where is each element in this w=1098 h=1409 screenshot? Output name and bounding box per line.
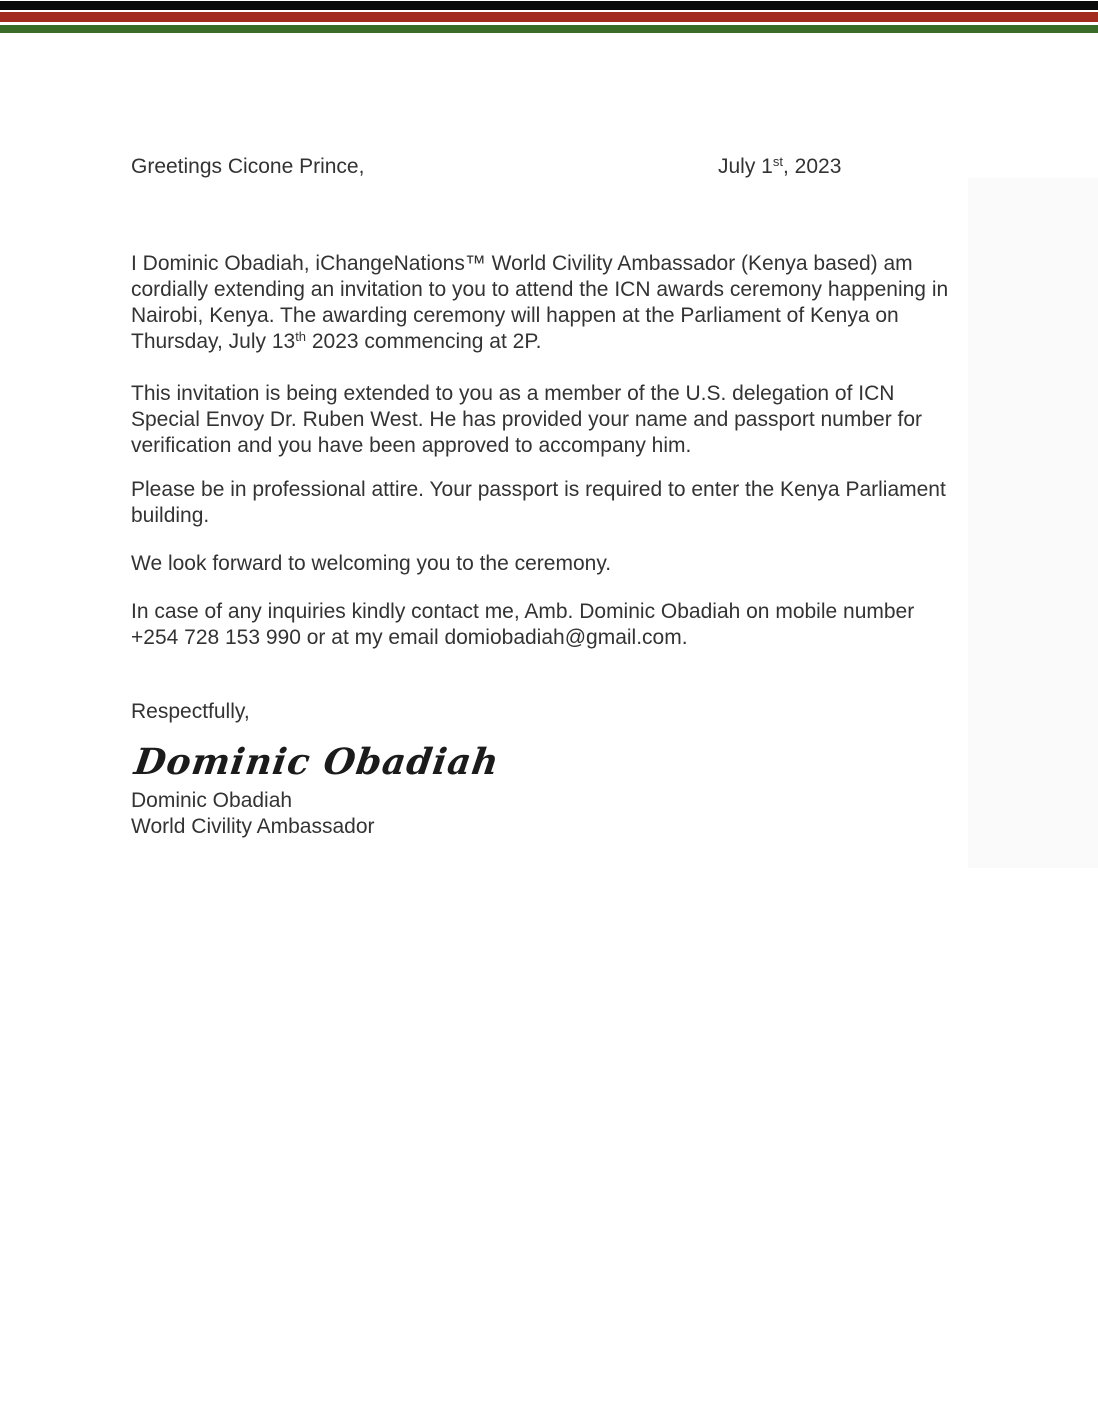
greeting-text: Greetings Cicone Prince, bbox=[131, 155, 365, 178]
signer-block bbox=[131, 788, 375, 840]
event-date-pre: Thursday, July 13 bbox=[131, 330, 296, 353]
signer-title: World Civility Ambassador bbox=[131, 815, 375, 838]
paragraph-delegation bbox=[131, 381, 922, 459]
paragraph-invitation bbox=[131, 251, 948, 355]
paragraph-line: We look forward to welcoming you to the ceremony. bbox=[131, 552, 612, 575]
kenya-flag-stripes bbox=[0, 1, 1098, 33]
paragraph-line: +254 728 153 990 or at my email domiobadiah@gmail.com. bbox=[131, 626, 688, 649]
paragraph-contact bbox=[131, 599, 914, 651]
paragraph-line: Special Envoy Dr. Ruben West. He has provided your name and passport number for bbox=[131, 408, 923, 431]
flag-stripe-green bbox=[0, 25, 1098, 33]
greeting-row bbox=[131, 154, 971, 180]
paragraph-line: verification and you have been approved to accompany him. bbox=[131, 434, 692, 457]
scan-shading bbox=[968, 178, 1098, 868]
paragraph-welcome bbox=[131, 551, 611, 577]
paragraph-line: This invitation is being extended to you as a member of the U.S. delegation of ICN bbox=[131, 382, 895, 405]
paragraph-line: In case of any inquiries kindly contact me, Amb. Dominic Obadiah on mobile number bbox=[131, 600, 915, 623]
paragraph-line bbox=[131, 329, 948, 355]
date-ordinal-suffix: st bbox=[772, 154, 783, 169]
paragraph-attire bbox=[131, 477, 946, 529]
date-main: July 1 bbox=[718, 155, 773, 178]
paragraph-line: Please be in professional attire. Your passport is required to enter the Kenya Parliament bbox=[131, 478, 946, 501]
letter-date bbox=[718, 154, 841, 180]
paragraph-line: cordially extending an invitation to you to attend the ICN awards ceremony happening in bbox=[131, 278, 949, 301]
event-date-post: 2023 commencing at 2P. bbox=[306, 330, 542, 353]
flag-stripe-red bbox=[0, 12, 1098, 22]
event-date-ordinal-suffix: th bbox=[295, 329, 307, 344]
handwritten-signature: Dominic Obadiah bbox=[131, 741, 503, 783]
date-tail: , 2023 bbox=[782, 155, 842, 178]
paragraph-line: I Dominic Obadiah, iChangeNations™ World Civility Ambassador (Kenya based) am bbox=[131, 252, 913, 275]
signer-name: Dominic Obadiah bbox=[131, 789, 293, 812]
paragraph-line: Nairobi, Kenya. The awarding ceremony will happen at the Parliament of Kenya on bbox=[131, 304, 899, 327]
paragraph-line: building. bbox=[131, 504, 210, 527]
flag-stripe-black bbox=[0, 1, 1098, 10]
closing-salutation: Respectfully, bbox=[131, 700, 250, 723]
